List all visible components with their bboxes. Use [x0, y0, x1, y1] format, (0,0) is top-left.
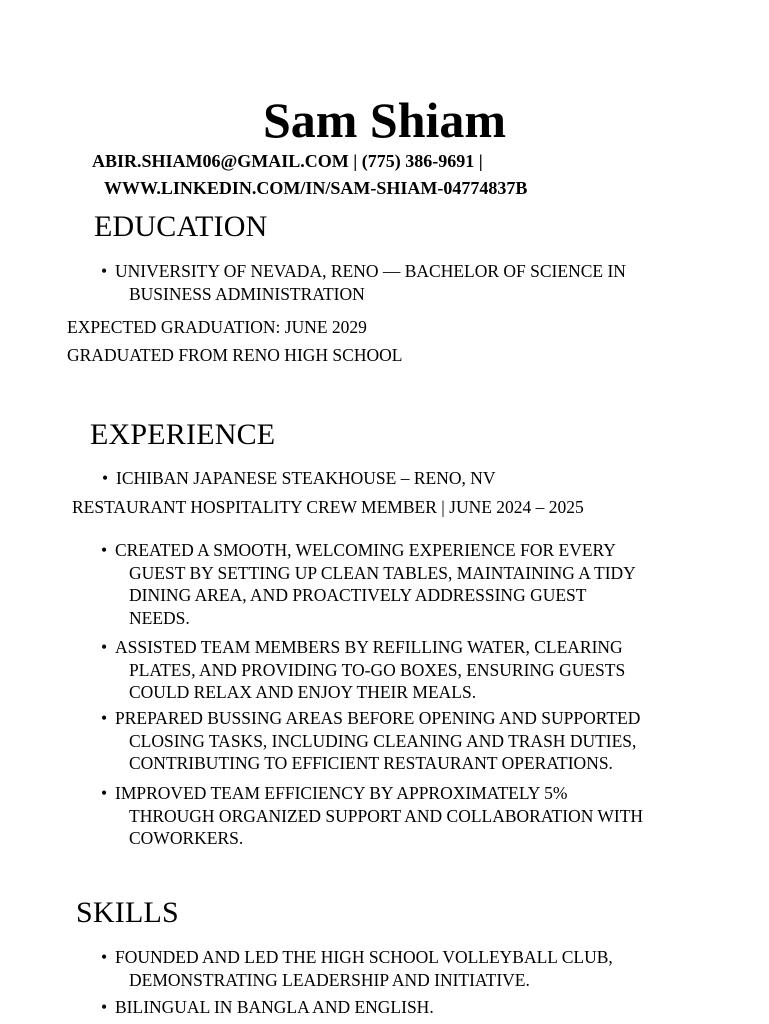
role-title-line: RESTAURANT HOSPITALITY CREW MEMBER | JUNE 2024 – 2025	[72, 497, 584, 517]
bullet-marker: •	[101, 708, 108, 728]
bullet-marker: •	[102, 468, 109, 488]
high-school-text: GRADUATED FROM RENO HIGH SCHOOL	[67, 345, 403, 365]
experience-bullet-text-line-3: COWORKERS.	[129, 828, 244, 849]
experience-bullet-text-line-2: CLOSING TASKS, INCLUDING CLEANING AND TRASH DUTIES,	[129, 730, 637, 751]
experience-bullet-text-line-4: NEEDS.	[129, 608, 190, 629]
bullet-line	[101, 782, 761, 805]
section-heading-education: EDUCATION	[94, 210, 268, 243]
experience-bullet-item	[101, 782, 761, 850]
bullet-marker: •	[101, 540, 108, 560]
skill-bullet-text-line-2: DEMONSTRATING LEADERSHIP AND INITIATIVE.	[129, 969, 530, 990]
experience-bullet-text-line-1: CREATED A SMOOTH, WELCOMING EXPERIENCE FOR EVERY	[115, 540, 616, 560]
experience-bullet-text-line-1: IMPROVED TEAM EFFICIENCY BY APPROXIMATELY 5%	[115, 783, 568, 803]
bullet-marker: •	[101, 783, 108, 803]
bullet-marker: •	[101, 947, 108, 967]
skill-bullet-item	[101, 996, 761, 1019]
section-heading-experience: EXPERIENCE	[90, 418, 276, 451]
experience-bullet-text-line-3: COULD RELAX AND ENJOY THEIR MEALS.	[129, 682, 477, 703]
bullet-line	[101, 539, 761, 562]
bullet-line	[101, 707, 761, 730]
skill-bullet-text-line-1: FOUNDED AND LED THE HIGH SCHOOL VOLLEYBALL CLUB,	[115, 947, 613, 967]
bullet-marker: •	[101, 637, 108, 657]
contact-info-line-1: ABIR.SHIAM06@GMAIL.COM | (775) 386-9691 |	[92, 151, 483, 171]
experience-bullet-item	[101, 636, 761, 704]
skill-bullet-text-line-1: BILINGUAL IN BANGLA AND ENGLISH.	[115, 997, 434, 1017]
bullet-line	[101, 260, 761, 283]
employer-item	[102, 467, 762, 490]
experience-bullet-text-line-3: DINING AREA, AND PROACTIVELY ADDRESSING GUEST	[129, 585, 587, 606]
experience-bullet-text-line-1: ASSISTED TEAM MEMBERS BY REFILLING WATER, CLEARING	[115, 637, 623, 657]
page-title: Sam Shiam	[262, 92, 507, 148]
employer-text: ICHIBAN JAPANESE STEAKHOUSE – RENO, NV	[116, 468, 496, 488]
experience-bullet-item	[101, 707, 761, 775]
experience-bullet-item	[101, 539, 761, 630]
degree-text-line-2: BUSINESS ADMINISTRATION	[129, 283, 365, 304]
bullet-line	[102, 467, 762, 490]
bullet-line	[101, 946, 761, 969]
degree-text-line-1: UNIVERSITY OF NEVADA, RENO — BACHELOR OF SCIENCE IN	[115, 261, 626, 281]
bullet-line	[101, 996, 761, 1019]
bullet-marker: •	[101, 997, 108, 1017]
contact-info-line-2: WWW.LINKEDIN.COM/IN/SAM-SHIAM-04774837B	[104, 178, 528, 198]
education-degree-item	[101, 260, 761, 305]
experience-bullet-text-line-2: THROUGH ORGANIZED SUPPORT AND COLLABORATION WITH	[129, 805, 644, 826]
section-heading-skills: SKILLS	[76, 896, 179, 929]
experience-bullet-text-line-3: CONTRIBUTING TO EFFICIENT RESTAURANT OPERATIONS.	[129, 753, 613, 774]
bullet-marker: •	[101, 261, 108, 281]
experience-bullet-text-line-2: GUEST BY SETTING UP CLEAN TABLES, MAINTAINING A TIDY	[129, 562, 636, 583]
expected-graduation-text: EXPECTED GRADUATION: JUNE 2029	[67, 317, 367, 337]
experience-bullet-text-line-1: PREPARED BUSSING AREAS BEFORE OPENING AND SUPPORTED	[115, 708, 641, 728]
bullet-line	[101, 636, 761, 659]
experience-bullet-text-line-2: PLATES, AND PROVIDING TO-GO BOXES, ENSURING GUESTS	[129, 659, 626, 680]
skill-bullet-item	[101, 946, 761, 991]
